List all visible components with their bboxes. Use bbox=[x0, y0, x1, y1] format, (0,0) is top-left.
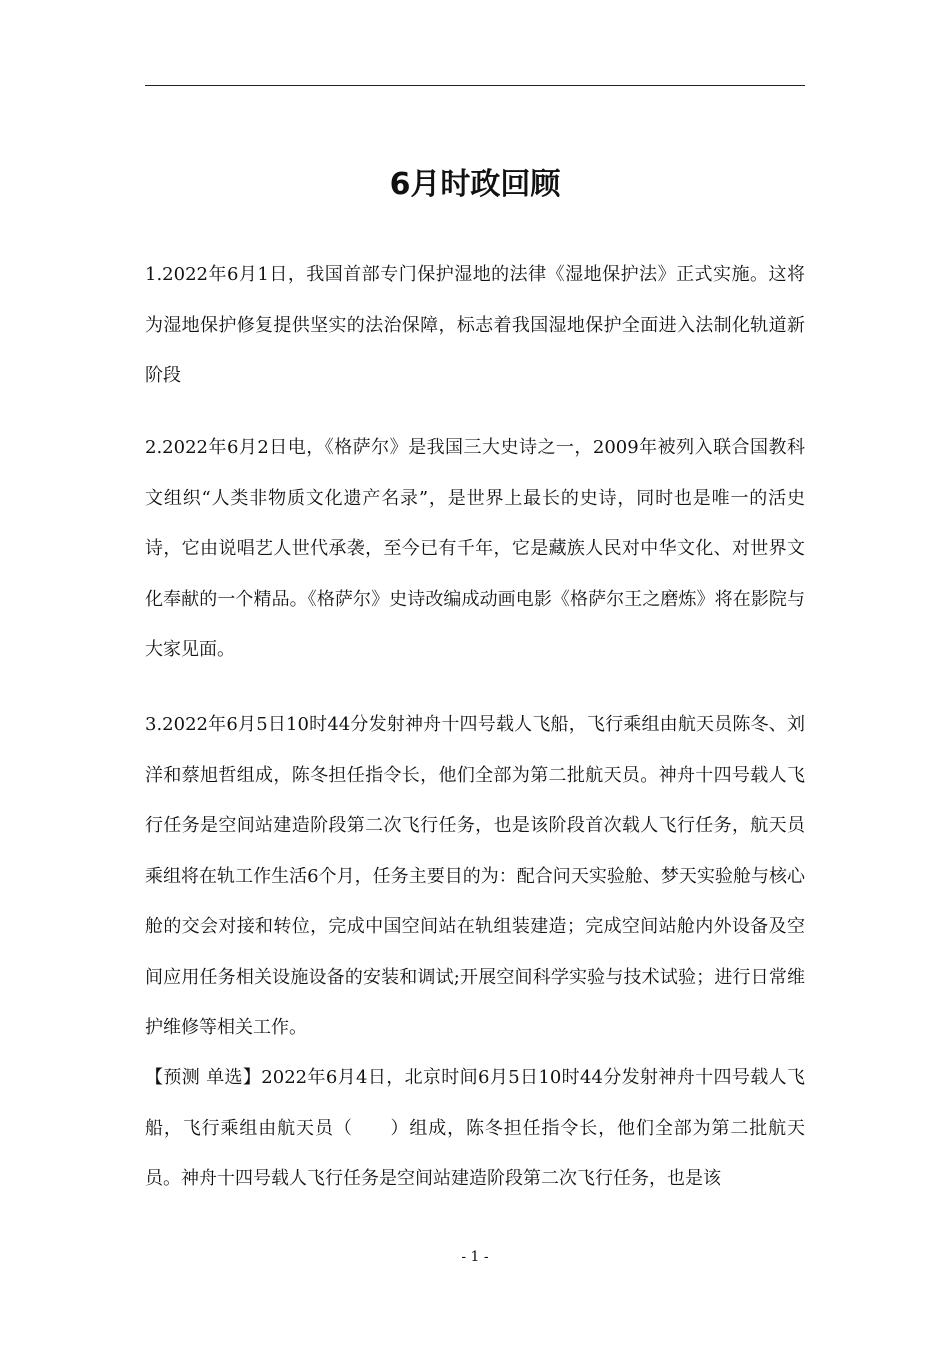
page-number: - 1 - bbox=[461, 1249, 489, 1265]
paragraph-2: 2.2022年6月2日电，《格萨尔》是我国三大史诗之一，2009年被列入联合国教科文组织“人类非物质文化遗产名录”，是世界上最长的史诗，同时也是唯一的活史诗，它由说唱艺人世代承袭，至今已有千年，它是藏族人民对中华文化、对世界文化奉献的一个精品。《格萨尔》史诗改编成动画电影《格萨尔王之磨炼》将在影院与大家见面。 bbox=[145, 437, 805, 660]
header-rule bbox=[145, 85, 805, 86]
page-title: 6月时政回顾 bbox=[389, 167, 561, 202]
paragraph-prediction-question: 【预测 单选】2022年6月4日，北京时间6月5日10时44分发射神舟十四号载人飞船，飞行乘组由航天员（ ）组成，陈冬担任指令长，他们全部为第二批航天员。神舟十四号载人飞行任务是空间站建造阶段第二次飞行任务，也是该 bbox=[145, 1067, 805, 1189]
paragraph-3: 3.2022年6月5日10时44分发射神舟十四号载人飞船，飞行乘组由航天员陈冬、刘洋和蔡旭哲组成，陈冬担任指令长，他们全部为第二批航天员。神舟十四号载人飞行任务是空间站建造阶段第二次飞行任务，也是该阶段首次载人飞行任务，航天员乘组将在轨工作生活6个月，任务主要目的为：配合问天实验舱、梦天实验舱与核心舱的交会对接和转位，完成中国空间站在轨组装建造；完成空间站舱内外设备及空间应用任务相关设施设备的安装和调试;开展空间科学实验与技术试验；进行日常维护维修等相关工作。 bbox=[145, 714, 805, 1038]
paragraph-1: 1.2022年6月1日，我国首部专门保护湿地的法律《湿地保护法》正式实施。这将为湿地保护修复提供坚实的法治保障，标志着我国湿地保护全面进入法制化轨道新阶段 bbox=[145, 264, 805, 386]
